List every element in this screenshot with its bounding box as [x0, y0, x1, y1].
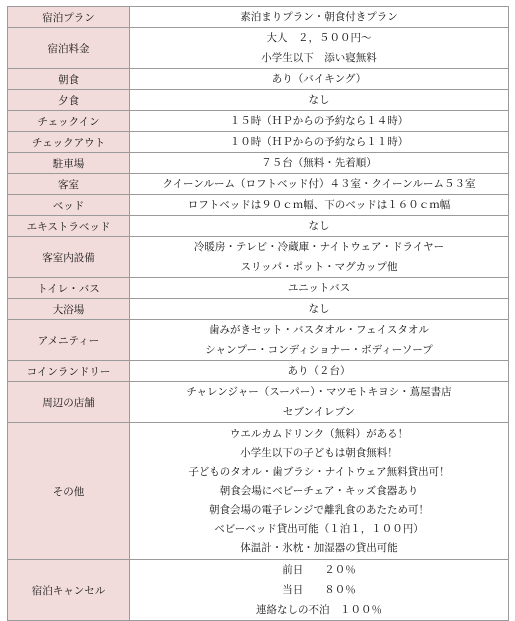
- row-label-text: 夕食: [58, 94, 79, 107]
- table-row: [8, 90, 509, 111]
- row-label: [8, 69, 130, 90]
- row-value-line: なし: [308, 94, 330, 106]
- row-label-text: アメニティー: [37, 334, 100, 347]
- row-value-line: 大人 ２，５００円～: [266, 32, 372, 44]
- row-value: [130, 111, 509, 132]
- row-value-line: ベビーベッド貸出可能（１泊１，１００円）: [214, 522, 424, 535]
- row-label-text: 大浴場: [52, 303, 85, 316]
- row-value-line: 冷暖房・テレビ・冷蔵庫・ナイトウェア・ドライヤー: [193, 241, 445, 253]
- row-value-line: スリッパ・ポット・マグカップ他: [240, 261, 398, 273]
- row-value-line: 連絡なしの不泊 １００％: [256, 604, 382, 616]
- row-label-text: 宿泊プラン: [42, 11, 95, 24]
- row-value-line: １５時（ＨＰからの予約なら１４時）: [229, 115, 409, 127]
- row-label: [8, 560, 130, 621]
- row-value-line: あり（２台）: [287, 365, 351, 377]
- hotel-info-table-body: [8, 7, 509, 621]
- table-row: [8, 423, 509, 560]
- row-label: [8, 7, 130, 28]
- row-label: [8, 237, 130, 278]
- row-label-text: 周辺の店舗: [42, 396, 95, 409]
- row-value-line: クイーンルーム（ロフトベッド付）４３室・クイーンルーム５３室: [162, 178, 476, 190]
- row-value-line: 当日 ８０％: [282, 584, 356, 596]
- row-label-text: トイレ・バス: [37, 282, 100, 295]
- row-label: [8, 278, 130, 299]
- row-label-text: 宿泊料金: [47, 42, 90, 55]
- row-value-line: ユニットバス: [287, 282, 351, 294]
- row-value-line: 歯みがきセット・バスタオル・フェイスタオル: [209, 324, 429, 336]
- row-label: [8, 132, 130, 153]
- row-value-line: セブンイレブン: [282, 406, 356, 418]
- hotel-info-table: [7, 6, 509, 621]
- row-label-text: チェックイン: [37, 115, 100, 128]
- row-label-text: ベッド: [52, 199, 85, 212]
- row-value-line: 小学生以下 添い寝無料: [261, 52, 377, 64]
- table-row: [8, 7, 509, 28]
- row-label: [8, 423, 130, 560]
- row-label: [8, 382, 130, 423]
- row-value: [130, 382, 509, 423]
- table-row: [8, 174, 509, 195]
- row-value: [130, 174, 509, 195]
- row-value: [130, 90, 509, 111]
- row-label: [8, 90, 130, 111]
- table-row: [8, 299, 509, 320]
- row-label-text: その他: [52, 485, 85, 498]
- row-value: [130, 423, 509, 560]
- row-value: [130, 278, 509, 299]
- row-label-text: 宿泊キャンセル: [31, 584, 106, 597]
- row-label-text: 客室内設備: [42, 251, 95, 264]
- table-row: [8, 361, 509, 382]
- table-row: [8, 69, 509, 90]
- row-value-line: １０時（ＨＰからの予約なら１１時）: [229, 136, 409, 148]
- row-value: [130, 299, 509, 320]
- row-label-text: エキストラベッド: [26, 220, 111, 233]
- row-value: [130, 195, 509, 216]
- row-value-line: 朝食会場にベビーチェア・キッズ食器あり: [219, 484, 419, 497]
- row-label-text: 客室: [58, 178, 79, 191]
- table-row: [8, 111, 509, 132]
- row-label-text: チェックアウト: [31, 136, 106, 149]
- row-label: [8, 111, 130, 132]
- row-label-text: コインランドリー: [26, 365, 111, 378]
- row-value-line: チャレンジャー（スーパー）・マツモトキヨシ・蔦屋書店: [186, 386, 452, 398]
- row-label: [8, 299, 130, 320]
- table-row: [8, 320, 509, 361]
- row-value-line: 体温計・氷枕・加湿器の貸出可能: [240, 541, 398, 554]
- table-row: [8, 28, 509, 69]
- row-value: [130, 361, 509, 382]
- row-value: [130, 132, 509, 153]
- row-value-line: 前日 ２０％: [282, 564, 356, 576]
- row-value-line: ウエルカムドリンク（無料）がある！: [229, 427, 409, 440]
- row-value-line: あり（バイキング）: [271, 73, 367, 85]
- table-row: [8, 237, 509, 278]
- row-value-line: 朝食会場の電子レンジで離乳食のあたため可！: [209, 503, 429, 516]
- row-value: [130, 7, 509, 28]
- table-row: [8, 153, 509, 174]
- row-value: [130, 237, 509, 278]
- table-row: [8, 216, 509, 237]
- table-row: [8, 382, 509, 423]
- row-value-line: なし: [308, 220, 330, 232]
- row-label: [8, 153, 130, 174]
- row-value: [130, 560, 509, 621]
- row-label: [8, 174, 130, 195]
- row-label: [8, 195, 130, 216]
- row-value: [130, 153, 509, 174]
- row-value-line: 素泊まりプラン・朝食付きプラン: [240, 11, 398, 23]
- table-row: [8, 195, 509, 216]
- row-value-line: 子どものタオル・歯ブラシ・ナイトウェア無料貸出可！: [188, 465, 450, 478]
- row-label-text: 駐車場: [52, 157, 85, 170]
- row-value-line: なし: [308, 303, 330, 315]
- row-value: [130, 216, 509, 237]
- row-value: [130, 320, 509, 361]
- table-row: [8, 278, 509, 299]
- row-label: [8, 28, 130, 69]
- row-value-line: 小学生以下の子どもは朝食無料！: [240, 446, 398, 459]
- row-value: [130, 69, 509, 90]
- row-label: [8, 361, 130, 382]
- row-value-line: シャンプー・コンディショナー・ボディーソープ: [205, 344, 433, 356]
- table-row: [8, 560, 509, 621]
- row-value-line: ７５台（無料・先着順）: [261, 157, 377, 169]
- row-label-text: 朝食: [58, 73, 79, 86]
- row-value-line: ロフトベッドは９０ｃｍ幅、下のベッドは１６０ｃｍ幅: [187, 199, 451, 211]
- row-label: [8, 320, 130, 361]
- row-value: [130, 28, 509, 69]
- table-row: [8, 132, 509, 153]
- row-label: [8, 216, 130, 237]
